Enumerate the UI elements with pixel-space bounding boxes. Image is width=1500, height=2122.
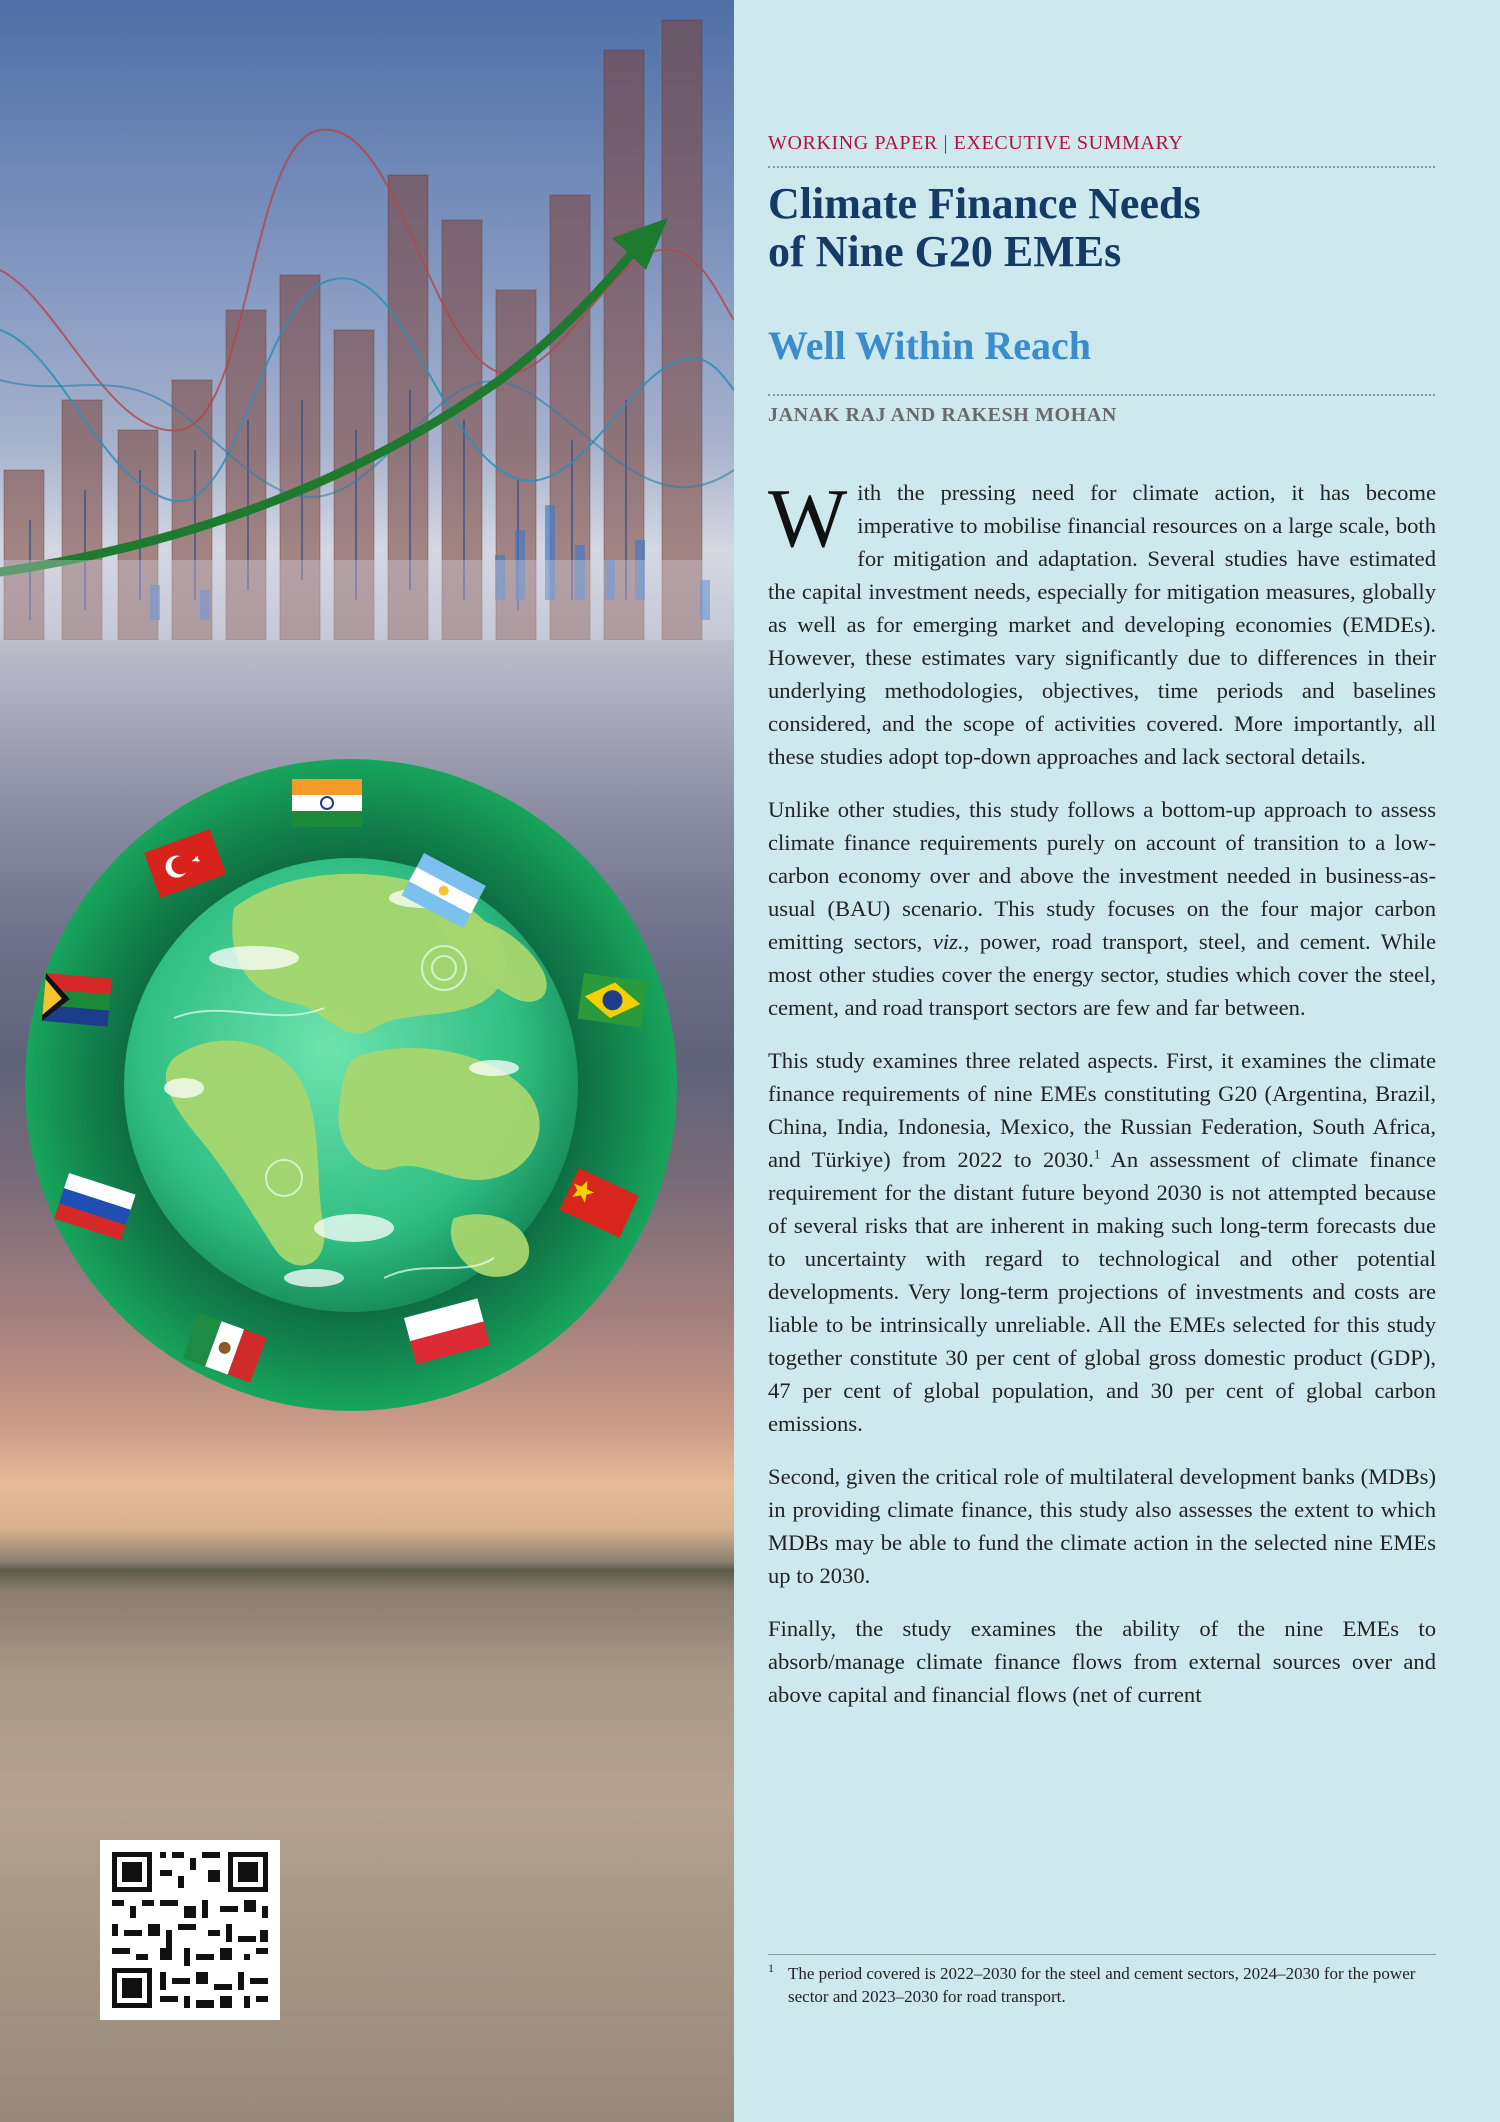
india-flag-icon <box>292 779 362 827</box>
divider <box>768 166 1435 168</box>
paragraph-1 <box>768 472 1436 773</box>
paragraph-3-text: This study examines three related aspects. First, it examines the climate finance requirements of nine EMEs constituting G20 (Argentina, Brazil, China, India, Indonesia, Mexico, the Russian Federation, South Africa, and Türkiye) from 2022 to 2030. <box>768 1048 1436 1172</box>
rising-bar-chart-illustration <box>0 0 734 640</box>
paragraph-2-text: Unlike other studies, this study follows a bottom-up approach to assess climate finance requirements purely on account of transition to a low-carbon economy over and above the investment needed in business-as-usual (BAU) scenario. This study focuses on the four major carbon emitting sectors, <box>768 797 1436 954</box>
authors-byline: JANAK RAJ AND RAKESH MOHAN <box>768 404 1117 426</box>
viz-italic: viz. <box>932 929 964 954</box>
footnote-text: The period covered is 2022–2030 for the steel and cement sectors, 2024–2030 for the power sector and 2023–2030 for road transport. <box>788 1964 1416 2006</box>
paragraph-4: Second, given the critical role of multilateral development banks (MDBs) in providing climate finance, this study also assesses the extent to which MDBs may be able to fund the climate action in the selected nine EMEs up to 2030. <box>768 1464 1436 1588</box>
executive-summary-body <box>768 472 1437 1731</box>
document-type-label: WORKING PAPER | EXECUTIVE SUMMARY <box>768 132 1184 154</box>
divider <box>768 394 1435 396</box>
paragraph-3 <box>768 1044 1436 1440</box>
bar-illustration <box>662 20 702 640</box>
page-subtitle: Well Within Reach <box>768 323 1092 368</box>
qr-code[interactable] <box>100 1840 280 2020</box>
paragraph-2 <box>768 793 1436 1024</box>
south-africa-flag-icon <box>42 973 112 1027</box>
title-line-2: of Nine G20 EMEs <box>768 227 1122 276</box>
brazil-flag-icon <box>578 973 648 1027</box>
cover-illustration <box>0 0 734 2122</box>
globe-illustration <box>24 758 679 1413</box>
footnote-number: 1 <box>768 1961 774 1975</box>
page-title <box>768 180 1448 276</box>
title-line-1: Climate Finance Needs <box>768 179 1201 228</box>
paragraph-5: Finally, the study examines the ability of the nine EMEs to absorb/manage climate finance flows from external sources over and above capital and financial flows (net of current <box>768 1616 1436 1707</box>
footnote-reference[interactable]: 1 <box>1093 1146 1101 1162</box>
paragraph-2-text-end: , power, road transport, steel, and cement. While most other studies cover the energy sector, studies which cover the steel, cement, and road transport sectors are few and far between. <box>768 929 1437 1020</box>
text-panel <box>734 0 1500 2122</box>
drop-cap: W <box>768 472 848 565</box>
footnote <box>768 1962 1436 2008</box>
footnote-divider <box>768 1954 1436 1955</box>
paragraph-1-text: ith the pressing need for climate action, it has become imperative to mobilise financial resources on a large scale, both for mitigation and adaptation. Several studies have estimated the capital investment needs, especially for mitigation measures, globally as well as for emerging market and developing economies (EMDEs). However, these estimates vary significantly due to differences in their underlying methodologies, objectives, time periods and baselines considered, and the scope of activities covered. More importantly, all these studies adopt top-down approaches and lack sectoral details. <box>768 480 1436 769</box>
paragraph-3-text-end: An assessment of climate finance requirement for the distant future beyond 2030 is not attempted because of several risks that are inherent in making such long-term forecasts due to uncertainty with regard to technological and other potential developments. Very long-term projections of investments and costs are liable to be intrinsically unreliable. All the EMEs selected for this study together constitute 30 per cent of global gross domestic product (GDP), 47 per cent of global population, and 30 per cent of global carbon emissions. <box>768 1147 1436 1436</box>
